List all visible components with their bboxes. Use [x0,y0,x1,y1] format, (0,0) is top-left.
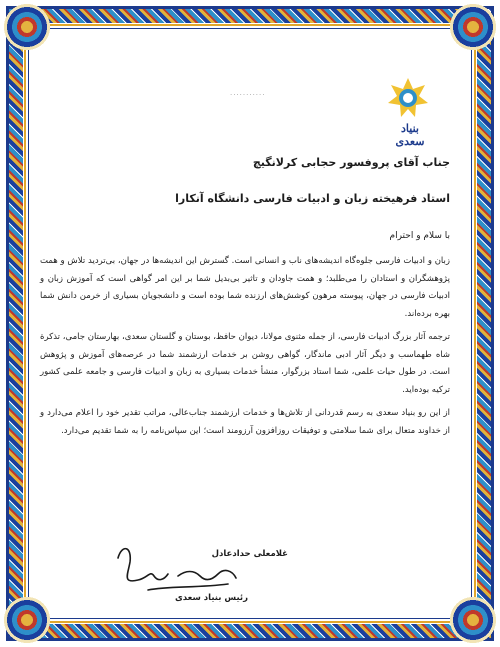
letter-body [40,155,450,446]
paragraph: ترجمه آثار بزرگ ادبیات فارسی، از جمله مثنوی مولانا، دیوان حافظ، بوستان و گلستان سعدی، بهارستان جامی، تذکرة شاه طهماسب و دیگر آثار ادبی ماندگار، گواهی روشن بر خدمات ارزشمند شما در عرصه‌های آموزش و پژوهش است. در طول حیات علمی، شما استاد بزرگوار، منشأ خدمات بسیاری به زبان و ادبیات فارسی و جامعه علمی کشور ترکیه بوده‌اید. [40,332,450,395]
corner-ornament-top-right [450,4,496,50]
logo-text: بنیاد سعدی [395,122,425,148]
paragraph: از این رو بنیاد سعدی به رسم قدردانی از تلاش‌ها و خدمات ارزشمند جناب‌عالی، مراتب تقدیر خود را اعلام می‌دارد و از خداوند متعال برای شما سلامتی و توفیقات روزافزون آرزومند است؛ این سپاس‌نامه را به شما تقدیم می‌دارد. [40,408,450,436]
paragraph: زبان و ادبیات فارسی جلوه‌گاه اندیشه‌های ناب و انسانی است. گسترش این اندیشه‌ها در جهان، بی‌تردید تلاش و همت پژوهشگران و استادان را می‌طلبد؛ و همت جاودان و تاثیر بی‌بدیل شما بر این امر گواهی است که آموزش زبان و ادبیات فارسی در جهان، پیوسته مرهون کوشش‌های ارزنده شما بوده است و دانشجویان بسیاری از خرمن دانش شما بهره برده‌اند. [40,256,450,319]
signatory-role: رئیس بنیاد سعدی [174,593,248,603]
corner-ornament-bottom-right [450,597,496,643]
signature-block [118,548,288,603]
signatory-name: غلامعلی حدادعادل [211,549,288,559]
greeting: با سلام و احترام [389,231,450,241]
recipient-title: استاد فرهیخته زبان و ادبیات فارسی دانشگاه آنکارا [175,192,450,205]
corner-ornament-bottom-left [4,597,50,643]
recipient-name: جناب آقای پروفسور حجابی کرلانگیچ [252,156,450,169]
reference-stamp: ........... [230,89,266,97]
corner-ornament-top-left [4,4,50,50]
